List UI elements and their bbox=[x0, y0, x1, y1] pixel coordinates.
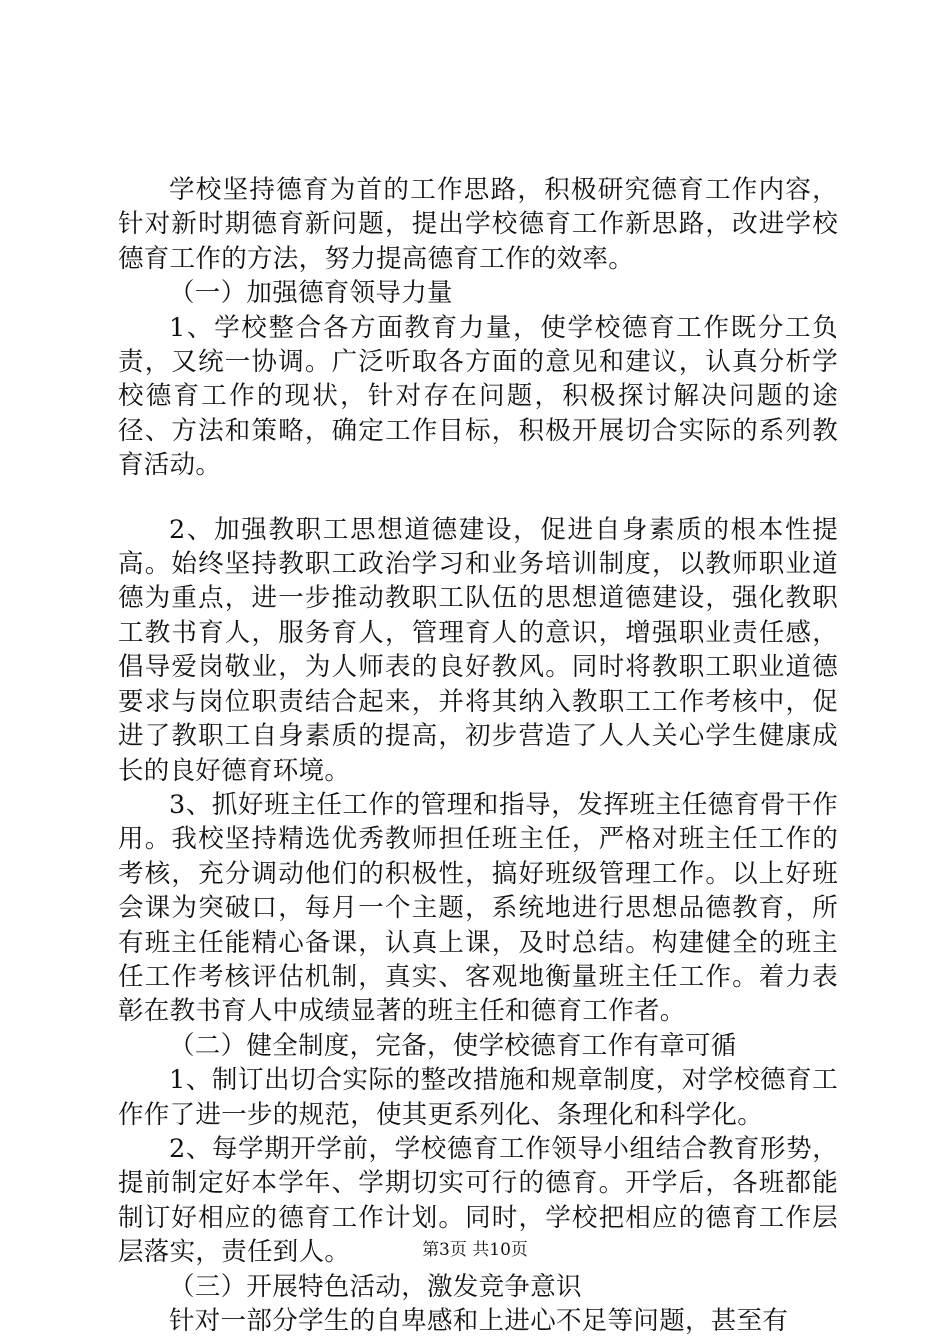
paragraph-1-3: 3、抓好班主任工作的管理和指导，发挥班主任德育骨干作用。我校坚持精选优秀教师担任班主任，严格对班主任工作的考核，充分调动他们的积极性，搞好班级管理工作。以上好班会课为突破口，每月一个主题，系统地进行思想品德教育，所有班主任能精心备课，认真上课，及时总结。构建健全的班主任工作考核评估机制，真实、客观地衡量班主任工作。着力表彰在教书育人中成绩显著的班主任和德育工作者。 bbox=[118, 789, 838, 1027]
paragraph-2-2: 2、每学期开学前，学校德育工作领导小组结合教育形势，提前制定好本学年、学期切实可行的德育。开学后，各班都能制订好相应的德育工作计划。同时，学校把相应的德育工作层层落实，责任到人。 bbox=[118, 1133, 838, 1268]
paragraph-1-1: 1、学校整合各方面教育力量，使学校德育工作既分工负责，又统一协调。广泛听取各方面的意见和建议，认真分析学校德育工作的现状，针对存在问题，积极探讨解决问题的途径、方法和策略，确定工作目标，积极开展切合实际的系列教育活动。 bbox=[118, 312, 838, 481]
section-heading-1: （一）加强德育领导力量 bbox=[169, 278, 453, 309]
section-heading-2: （二）健全制度，完备，使学校德育工作有章可循 bbox=[169, 1030, 737, 1061]
paragraph-2-1: 1、制订出切合实际的整改措施和规章制度，对学校德育工作作了进一步的规范，使其更系列化、条理化和科学化。 bbox=[118, 1065, 838, 1130]
paragraph-3-1: 针对一部分学生的自卑感和上进心不足等问题，甚至有 bbox=[169, 1306, 789, 1336]
paragraph-1-2: 2、加强教职工思想道德建设，促进自身素质的根本性提高。始终坚持教职工政治学习和业务培训制度，以教师职业道德为重点，进一步推动教职工队伍的思想道德建设，强化教职工教书育人，服务育人，管理育人的意识，增强职业责任感，倡导爱岗敬业，为人师表的良好教风。同时将教职工职业道德要求与岗位职责结合起来，并将其纳入教职工工作考核中，促进了教职工自身素质的提高，初步营造了人人关心学生健康成长的良好德育环境。 bbox=[118, 514, 838, 786]
document-body bbox=[118, 173, 838, 1338]
paragraph-gap bbox=[118, 483, 838, 513]
paragraph-intro: 学校坚持德育为首的工作思路，积极研究德育工作内容，针对新时期德育新问题，提出学校德育工作新思路，改进学校德育工作的方法，努力提高德育工作的效率。 bbox=[118, 175, 838, 274]
section-heading-3: （三）开展特色活动，激发竞争意识 bbox=[169, 1271, 582, 1302]
page-footer: 第3页 共10页 bbox=[422, 1240, 528, 1260]
